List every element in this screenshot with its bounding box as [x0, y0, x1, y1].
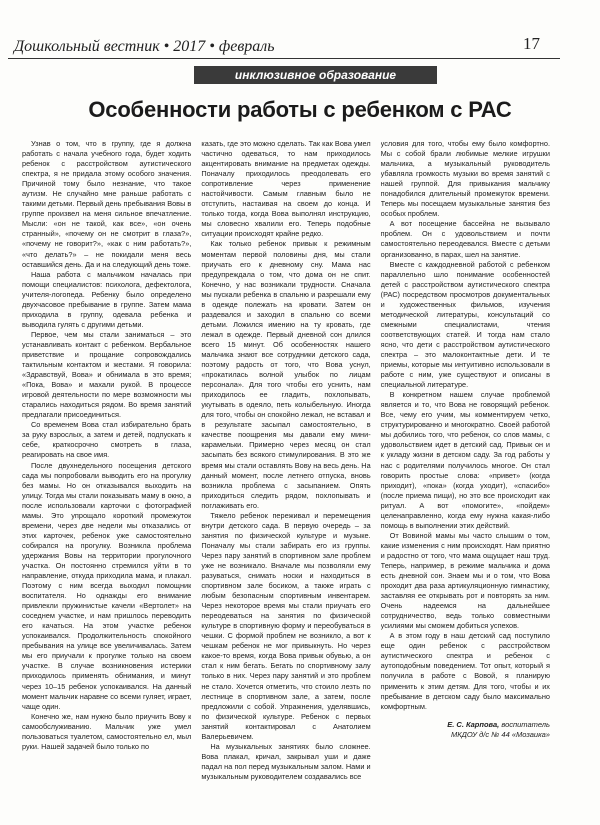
- author-role: воспитатель: [501, 719, 550, 729]
- paragraph: казать, где это можно сделать. Так как Вова умел частично одеваться, то нам приходилось акцентировать внимание на предметах одежды. Поначалу приходилось преодолевать его сопротивление через применение настойчивости. Самым главным было не отступить, настаивая на своем до конца. И только тогда, когда Вова выполнял инструкцию, мы словесно хвалили его. Теперь подобные ситуации происходят крайне редко.: [201, 139, 371, 239]
- paragraph: Как только ребенок привык к режимным моментам первой половины дня, мы стали приучать его к дневному сну. Мама нас предупреждала о том, что дома он не спит. Конечно, у нас возникали трудности. Сначала мы пускали ребенка в спальню и разрешали ему в одежде полежать на кровати. Затем он раздевался и заходил в спальню со всеми детьми. Ложился имению на ту кровать, где лежал в одежде. Первый дневной сон длился всего 15 минут. Об особенностях нашего мальчика знают все сотрудники детского сада, поэтому радость от того, что Вова уснул, «прокатилась волной улыбок по лицам персонала». Для того чтобы его уснить, нам приходилось ее гладить, похлопывать, укутывать в одеяло, петь колыбельную. Иногда для того, чтобы он спокойно лежал, не вставал и в результате засыпал самостоятельно, в качестве поощрения мы давали ему мини-карамельки. Примерно через месяц он стал засыпать без всякого стимулирования. В это же время мы стали оставлять Вову на весь день. На данный момент, после летнего отпуска, вновь возникла проблема с засыпанием. Опять приходиться следить рядом, похлопывать и поглаживать его.: [201, 239, 371, 510]
- paragraph: Со временем Вова стал избирательно брать за руку взрослых, а затем и детей, подпускать к себе, краткосрочно смотреть в глаза, реагировать на свое имя.: [22, 420, 192, 460]
- publication-header: Дошкольный вестник • 2017 • февраль: [14, 38, 275, 55]
- paragraph: Наша работа с мальчиком началась при помощи специалистов: психолога, дефектолога, учителя-логопеда. Ребенку было определено двухчасовое пребывание в группе. Затем мама приходила в группу, одевала ребенка и выводила гулять с другими детьми.: [22, 269, 192, 329]
- column-3: [381, 139, 550, 804]
- paragraph: Вместе с каждодневной работой с ребенком параллельно шло понимание особенностей детей с расстройством аутистического спектра (РАС) посредством просмотров документальных и художественных фильмов, изучения методической литературы, консультаций со смежными специалистами, чтения соответствующих статей. И тогда нам стало ясно, что дети с расстройством аутистического спектра – это малоконтактные дети. И те приемы, которые мы интуитивно использовали в работе с ним, уже существуют и описаны в специальной литературе.: [380, 259, 550, 390]
- paragraph: Тяжело ребенок переживал и перемещения внутри детского сада. В первую очередь – за занятия по физической культуре и музыке. Поначалу мы стали забирать его из группы. Через пару занятий в спортивном зале проблем уже не возникало. Вначале мы позволяли ему разуваться, снимать носки и находиться в спортивном зале босиком, а также играть с любым безопасным спортивным инвентарем. Через некоторое время мы стали приучать его переодеваться на занятия по физической культуре в спортивную форму и переобуваться в чешки. С формой проблем не возникло, а вот к чешкам ребенок не мог привыкнуть. Но через какое-то время, когда Вова привык обувью, а он стал к ним бегать. Бегать по спортивному залу только в них. Через пару занятий и это проблем не стало. Хочется отметить, что стоило лезть по лестнице в спортивном зале, а затем, после предложили с собой. Упражнения, уделявшись, по физической культуре. Ребенок с первых занятий контактировал с Анатолием Валерьевичем.: [201, 510, 371, 741]
- paragraph: Конечно же, нам нужно было приучить Вову к самообслуживанию. Мальчик уже умел пользоваться туалетом, самостоятельно ел, мыл руки. Нашей задачей было только по: [22, 711, 192, 751]
- paragraph: условия для того, чтобы ему было комфортно. Мы с собой брали любимые мелкие игрушки мальчика, а музыкальный руководитель убавляла громкость музыки во время занятий с нашей группой. Для привыкания мальчику понадобился длительный промежуток времени. Теперь мы посещаем музыкальные занятия без особых проблем.: [380, 139, 550, 219]
- paragraph: В конкретном нашем случае проблемой является и то, что Вова не говорящий ребенок. Все, чему его учим, мы комментируем четко, структурированно и многократно. Своей работой мы добились того, что ребенок, со слов мамы, с удовольствием идет в детский сад. Привык он и к укладу жизни в детском саду. За год работы у нас с родителями получилось многое. Он стал говорить простые слова: «привет» (когда приходит), «пока» (когда уходит), «спасибо» (после приема пищи), но это все происходит как ритуал. А вот «помогите», «пойдем» целенаправленно, когда ему нужна какая-либо помощь в выполнении этих действий.: [380, 390, 550, 530]
- paragraph: А вот посещение бассейна не вызывало проблем. Он с удовольствием и почти самостоятельно переодевался. Вместе с детьми организованно, в парах, шел на занятие.: [380, 219, 550, 259]
- paragraph: Узнав о том, что в группу, где я должна работать с начала учебного года, будет ходить ребенок с расстройством аутистического спектра, я не придала этому особого значения. Причиной тому было незнание, что такое аутизм. Не случайно мне раньше работать с такими детьми. Первый день пребывания Вовы в группе произвел на меня сильное впечатление. Мысли: «он не такой, как все», «он очень странный», «почему он не смотрит в глаза?», «почему не говорит?», «как с ним работать?», «что делать?» – не покидали меня весь оставшийся день. Да и на следующий день тоже.: [22, 139, 192, 269]
- header-rule: [8, 58, 560, 59]
- article-body: [22, 139, 550, 804]
- paragraph: Первое, чем мы стали заниматься – это устанавливать контакт с ребенком. Вербальное приветствие и прощание сопровождались тактильным контактом и жестами. Я говорила: «Здравствуй, Вова» и обнимала в это время; «Пока, Вова» и махали рукой. В процессе игровой деятельности по мере возможности мы старались находиться рядом. Во время занятий предлагали присоединиться.: [22, 329, 192, 420]
- paragraph: После двухнедельного посещения детского сада мы попробовали выводить его на прогулку без мамы. Но он отказывался выходить на улицу. Тогда мы стали показывать маму в окно, а после использовали карточки с фотографией мамы. Это упрощало короткий промежуток времени, через две недели мы отказались от этих карточек, ребенок уже самостоятельно собирался на прогулку. Возникла проблема удержания Вовы на территории прогулочного участка. Он постоянно стремился уйти в то направление, откуда приходила мама, и плакал. Поэтому с ним всегда выходил помощник воспитателя. Но однажды его внимание привлекли пружинистые качели «Вертолет» на соседнем участке, и нам пришлось переводить его качаться. На этом участке ребенок успокаивался. Продолжительность спокойного пребывания на улице все увеличивалась. Затем мы его приучали к прогулке только на своем участке. В случае возникновения истерики приходилось применять обнимания, и минут через 10–15 ребенок успокаивался. На данный момент мальчик наравне со всеми гуляет, играет, чаще один.: [22, 460, 192, 711]
- column-2: [201, 139, 370, 804]
- section-label: инклюзивное образование: [194, 66, 437, 84]
- column-1: [22, 139, 191, 804]
- page-number: 17: [523, 34, 540, 53]
- author-name: Е. С. Карпова,: [447, 719, 500, 729]
- article-title: Особенности работы с ребенком с РАС: [88, 97, 512, 122]
- paragraph: А в этом году в наш детский сад поступило еще один ребенок с расстройством аутистического спектра и ребенок с аутоподобным поведением. Тот опыт, который я получила в работе с Вовой, я планирую применить к этим детям. Для того, чтобы и их пребывание в детском саду было максимально комфортным.: [380, 631, 550, 711]
- author-org: МКДОУ д/с № 44 «Мозаика»: [450, 729, 550, 739]
- paragraph: На музыкальных занятиях было сложнее. Вова плакал, кричал, закрывал уши и даже падал на пол перед музыкальным залом. Нами и музыкальным руководителем создавались все: [201, 741, 371, 781]
- author-signature: [381, 720, 550, 740]
- paragraph: От Вовиной мамы мы часто слышим о том, какие изменения с ним происходят. Нам приятно и радостно от того, что мама ощущает наш труд. Теперь, например, в режиме мальчика и дома есть дневной сон. Знаем мы и о том, что Вова проходит два раза артикуляционную гимнастику, заставляя ее открывать рот и повторять за ним. Очень надеемся на дальнейшее сотрудничество, ведь только совместными усилиями мы сможем добиться успехов.: [380, 530, 550, 631]
